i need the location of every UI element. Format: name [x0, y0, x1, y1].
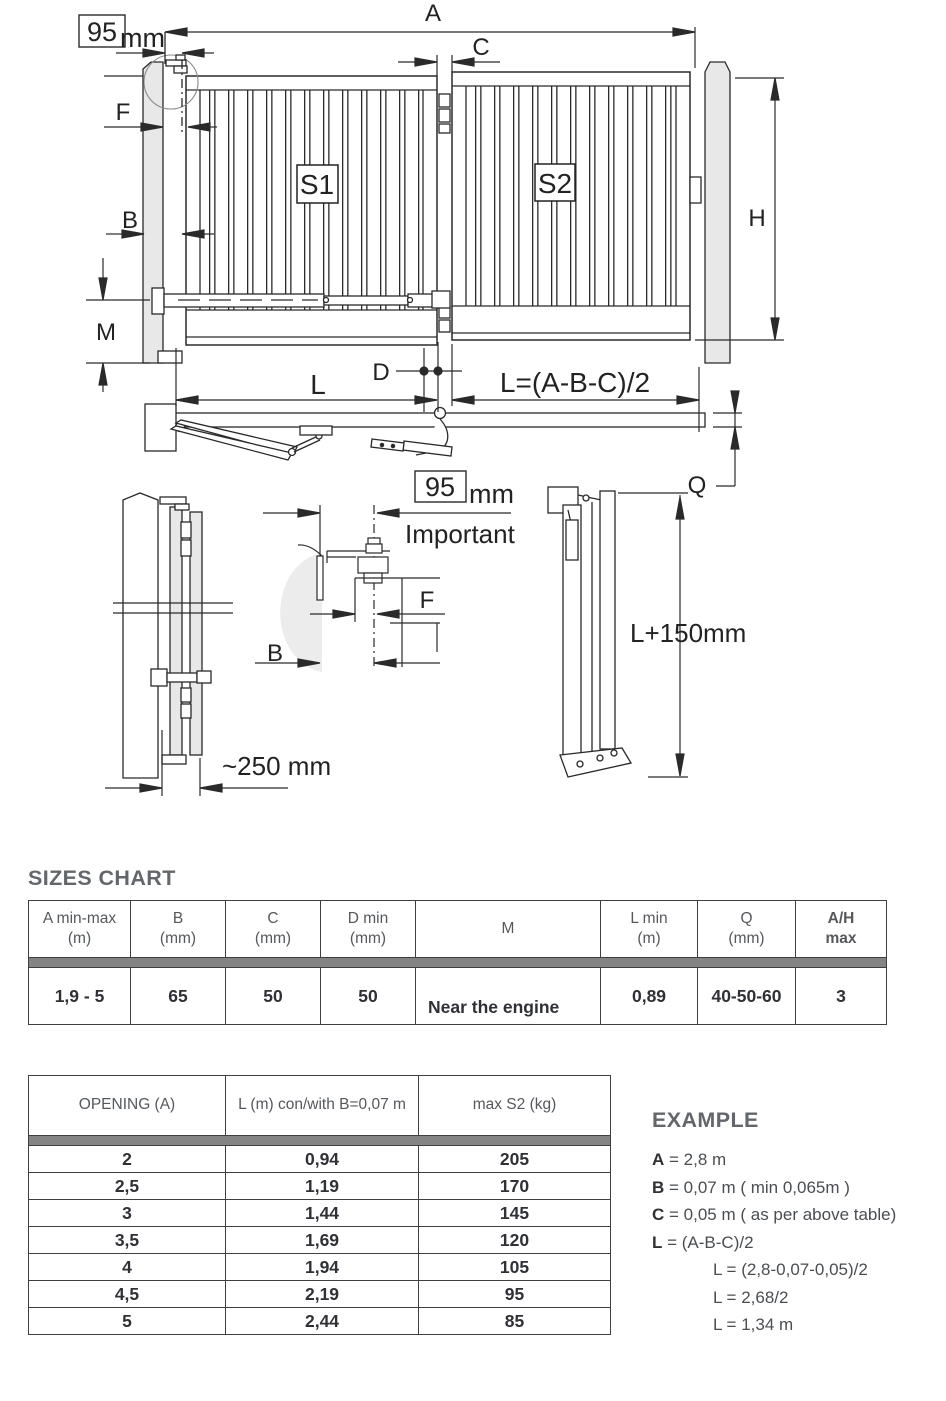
- separator-bar: [29, 1136, 611, 1146]
- arm-length-label: L+150mm: [630, 618, 747, 648]
- dim-m-label: M: [96, 319, 116, 346]
- value-cell: 1,94: [226, 1254, 419, 1281]
- header-cell: C (mm): [226, 901, 321, 958]
- header-cell: max S2 (kg): [419, 1076, 611, 1136]
- opening-table: [28, 1075, 611, 1335]
- value-cell: 40-50-60: [698, 968, 796, 1025]
- header-cell: L (m) con/with B=0,07 m: [226, 1076, 419, 1136]
- value-cell: 3,5: [29, 1227, 226, 1254]
- value-cell: 2,5: [29, 1173, 226, 1200]
- detail-b-label: B: [266, 640, 284, 667]
- example-block: [652, 1146, 896, 1339]
- example-line: A = 2,8 m: [652, 1150, 727, 1169]
- value-cell: 1,44: [226, 1200, 419, 1227]
- header-cell: B (mm): [131, 901, 226, 958]
- value-cell: 145: [419, 1200, 611, 1227]
- value-cell: 85: [419, 1308, 611, 1335]
- example-title: EXAMPLE: [652, 1108, 759, 1132]
- example-line: C = 0,05 m ( as per above table): [652, 1205, 897, 1224]
- detail-offset-unit: mm: [469, 479, 514, 509]
- example-subline: L = 1,34 m: [713, 1315, 794, 1334]
- value-cell: 3: [29, 1200, 226, 1227]
- value-cell: 0,89: [601, 968, 698, 1025]
- header-cell: A min-max (m): [29, 901, 131, 958]
- leaf-s2-tag: S2: [537, 168, 573, 199]
- value-cell: 1,69: [226, 1227, 419, 1254]
- detail-offset-value: 95: [424, 472, 456, 502]
- header-cell: L min (m): [601, 901, 698, 958]
- value-cell: 0,94: [226, 1146, 419, 1173]
- value-cell: 170: [419, 1173, 611, 1200]
- sizes-chart-title: SIZES CHART: [28, 866, 176, 890]
- header-cell: Q (mm): [698, 901, 796, 958]
- value-cell: 50: [321, 968, 416, 1025]
- value-cell: 205: [419, 1146, 611, 1173]
- value-cell: 2,19: [226, 1281, 419, 1308]
- value-cell: 95: [419, 1281, 611, 1308]
- post-distance-label: ~250 mm: [222, 751, 332, 781]
- dim-h-label: H: [748, 205, 766, 232]
- hinge-offset-value: 95: [86, 17, 118, 47]
- hinge-offset-unit: mm: [120, 23, 165, 53]
- value-cell: 120: [419, 1227, 611, 1254]
- example-line: L = (A-B-C)/2: [652, 1232, 754, 1252]
- value-cell: 105: [419, 1254, 611, 1281]
- dim-b-label: B: [121, 207, 139, 234]
- dim-d-label: D: [372, 359, 390, 386]
- dim-a-label: A: [424, 0, 442, 27]
- value-cell: 3: [796, 968, 887, 1025]
- gate-leaf-s2: [452, 72, 690, 340]
- value-cell: 1,19: [226, 1173, 419, 1200]
- header-cell: A/H max: [796, 901, 887, 958]
- detail-f-label: F: [419, 587, 435, 614]
- header-cell: D min (mm): [321, 901, 416, 958]
- value-cell: 2: [29, 1146, 226, 1173]
- value-cell: 2,44: [226, 1308, 419, 1335]
- dim-c-label: C: [472, 34, 490, 61]
- value-cell: 4,5: [29, 1281, 226, 1308]
- dim-l-label: L: [310, 369, 326, 400]
- value-cell: 5: [29, 1308, 226, 1335]
- header-cell: OPENING (A): [29, 1076, 226, 1136]
- gate-front-view: [104, 32, 730, 363]
- value-cell: 50: [226, 968, 321, 1025]
- value-cell: 65: [131, 968, 226, 1025]
- value-cell: 1,9 - 5: [29, 968, 131, 1025]
- leaf-s1-tag: S1: [299, 169, 335, 200]
- separator-bar: [29, 958, 887, 968]
- right-post: [705, 62, 730, 363]
- example-subline: L = 2,68/2: [713, 1287, 789, 1307]
- value-cell: Near the engine: [416, 968, 601, 1025]
- dim-q-label: Q: [687, 472, 707, 499]
- example-line: B = 0,07 m ( min 0,065m ): [652, 1177, 850, 1197]
- dim-l-formula-label: L=(A-B-C)/2: [499, 367, 651, 398]
- gate-plan-view: [145, 404, 742, 460]
- post-foot: [158, 351, 182, 363]
- important-label: Important: [405, 519, 515, 549]
- header-cell: M: [416, 901, 601, 958]
- dim-f-label: F: [115, 99, 131, 126]
- value-cell: 4: [29, 1254, 226, 1281]
- sizes-chart-table: [28, 900, 887, 1025]
- example-subline: L = (2,8-0,07-0,05)/2: [713, 1260, 868, 1279]
- right-hinge-icon: [690, 177, 701, 203]
